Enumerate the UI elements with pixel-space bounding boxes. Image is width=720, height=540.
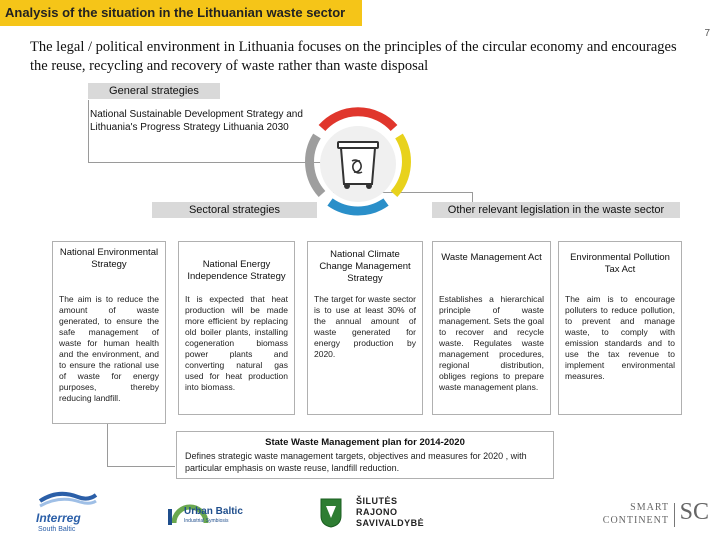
column-national-climate-change-strategy <box>307 241 423 415</box>
column-waste-management-act <box>432 241 551 415</box>
recycling-bin-graphic <box>302 106 414 216</box>
column-title: National Environmental Strategy <box>59 247 159 270</box>
other-legislation-label: Other relevant legislation in the waste sector <box>432 202 680 218</box>
coat-of-arms-icon <box>320 498 342 528</box>
column-body: The target for waste sector is to use at least 30% of the annual amount of waste generated for energy production by 2020. <box>314 294 416 359</box>
intro-text: The legal / political environment in Lithuania focuses on the principles of the circular economy and encourages the reuse, recycling and recovery of waste rather than waste disposal <box>30 39 677 74</box>
silute-line-3: SAVIVALDYBĖ <box>356 518 425 528</box>
smart-continent-logo <box>590 499 715 534</box>
connector-line <box>88 100 89 163</box>
smart-continent-line-1: SMART <box>630 502 669 513</box>
silute-line-2: RAJONO <box>356 507 398 517</box>
silute-line-1: ŠILUTĖS <box>356 496 398 506</box>
column-environmental-pollution-tax-act <box>558 241 682 415</box>
smart-continent-line-2: CONTINENT <box>602 515 669 526</box>
general-strategies-text: National Sustainable Development Strategy and Lithuania's Progress Strategy Lithuania 2030 <box>90 109 303 133</box>
connector-line <box>107 466 175 467</box>
interreg-logo <box>34 487 104 537</box>
interreg-stars-icon <box>38 487 98 509</box>
column-national-environmental-strategy <box>52 241 166 424</box>
column-body: The aim is to encourage polluters to reduce pollution, to prevent and manage waste, to comply with emission standards and to use the tax revenue to implement environmental measures. <box>565 294 675 381</box>
ring-segment-red <box>322 112 394 128</box>
plan-title: State Waste Management plan for 2014-2020 <box>265 437 465 448</box>
state-waste-plan-box <box>176 431 554 479</box>
interreg-name: Interreg <box>36 511 81 525</box>
ring-segment-blue <box>330 202 386 211</box>
column-title: Environmental Pollution Tax Act <box>570 252 670 275</box>
interreg-region: South Baltic <box>38 526 76 533</box>
logo-divider <box>674 503 675 527</box>
column-body: Establishes a hierarchical principle of waste management. Sets the goal to recover and recycle waste. Regulates waste management procedures, regional distribution, obliges regions to prepare waste management plans. <box>439 294 544 392</box>
column-body: It is expected that heat production will be made more efficient by replacing old boiler plants, installing cogeneration biomass power plants and converting natural gas used for heat production into biomass. <box>185 294 288 392</box>
urban-baltic-tagline: Industrial Symbiosis <box>184 518 229 524</box>
column-title: National Energy Independence Strategy <box>187 259 286 282</box>
page-number: 7 <box>704 28 710 39</box>
trash-bin-icon <box>338 142 378 189</box>
column-title: National Climate Change Management Strategy <box>319 249 411 284</box>
urban-baltic-name: Urban Baltic <box>184 506 243 517</box>
urban-baltic-logo <box>166 495 286 529</box>
smart-continent-monogram: SC <box>679 499 709 525</box>
plan-body: Defines strategic waste management targets, objectives and measures for 2020 , with particular emphasis on waste reuse, landfill reduction. <box>185 451 527 473</box>
page-title: Analysis of the situation in the Lithuanian waste sector <box>5 5 346 20</box>
general-strategies-label: General strategies <box>88 83 220 99</box>
sectoral-strategies-label: Sectoral strategies <box>152 202 317 218</box>
silute-logo <box>320 496 440 536</box>
column-title: Waste Management Act <box>441 252 542 263</box>
column-body: The aim is to reduce the amount of waste generated, to ensure the safe management of waste for human health and the environment, and to ensure the rational use of waste for energy purposes, thereby reducing landfill. <box>59 294 159 403</box>
column-national-energy-independence-strategy <box>178 241 295 415</box>
